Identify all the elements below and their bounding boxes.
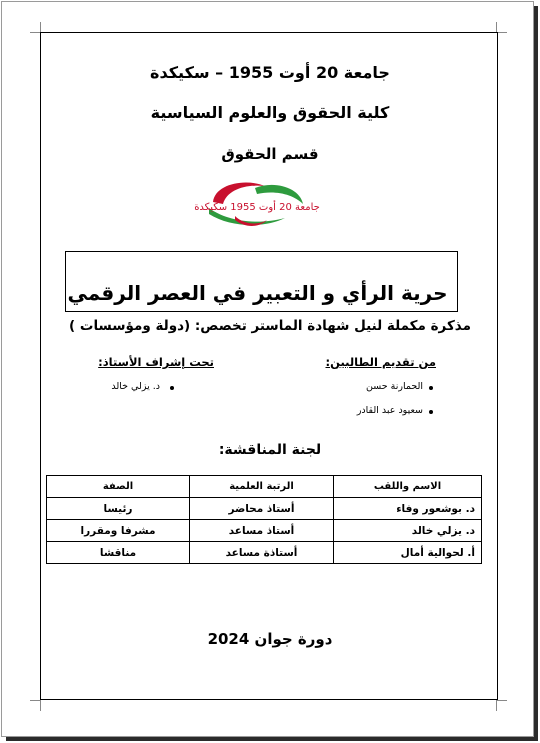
supervisor-name: د. يزلي خالد (111, 381, 160, 392)
member-name: أ. لحوالية أمال (334, 542, 482, 564)
students-heading: من تقديم الطالبين: (325, 355, 436, 369)
student-bullet-icon (429, 386, 433, 390)
supervisor-heading: تحت إشراف الأستاذ: (98, 355, 214, 369)
thesis-title: حرية الرأي و التعبير في العصر الرقمي (67, 281, 448, 305)
member-rank: أستاذ مساعد (190, 520, 334, 542)
column-header-name: الاسم واللقب (334, 476, 482, 498)
supervisor-bullet-icon (170, 386, 174, 390)
table-row (47, 542, 482, 564)
column-header-role: الصفة (47, 476, 190, 498)
table-row (47, 520, 482, 542)
department-name: قسم الحقوق (221, 145, 319, 163)
thesis-subtitle: مذكرة مكملة لنيل شهادة الماستر تخصص: (دولة ومؤسسات ) (69, 318, 471, 334)
table-header-row (47, 476, 482, 498)
university-name: جامعة 20 أوت 1955 – سكيكدة (150, 63, 390, 82)
member-role: مناقشا (47, 542, 190, 564)
session-date: دورة جوان 2024 (207, 630, 333, 648)
member-role: رئيسا (47, 498, 190, 520)
student-name-1: الحمارنة حسن (366, 381, 423, 392)
member-name: د. يزلي خالد (334, 520, 482, 542)
page-shadow-bottom (6, 737, 538, 741)
member-role: مشرفا ومقررا (47, 520, 190, 542)
university-logo-icon (194, 180, 320, 230)
crop-mark-bottom-right (496, 700, 507, 711)
member-rank: أستاذة مساعد (190, 542, 334, 564)
column-header-rank: الرتبة العلمية (190, 476, 334, 498)
thesis-title-box (65, 251, 458, 312)
table-row (47, 498, 482, 520)
faculty-name: كلية الحقوق والعلوم السياسية (150, 103, 390, 122)
crop-mark-bottom-left (30, 700, 41, 711)
committee-table (46, 475, 482, 564)
student-bullet-icon (429, 410, 433, 414)
member-rank: أستاذ محاضر (190, 498, 334, 520)
logo-text: جامعة 20 أوت 1955 سكيكدة (194, 202, 320, 213)
member-name: د. بوشعور وفاء (334, 498, 482, 520)
student-name-2: سعيود عبد القادر (356, 405, 423, 416)
committee-heading: لجنة المناقشة: (218, 442, 322, 458)
